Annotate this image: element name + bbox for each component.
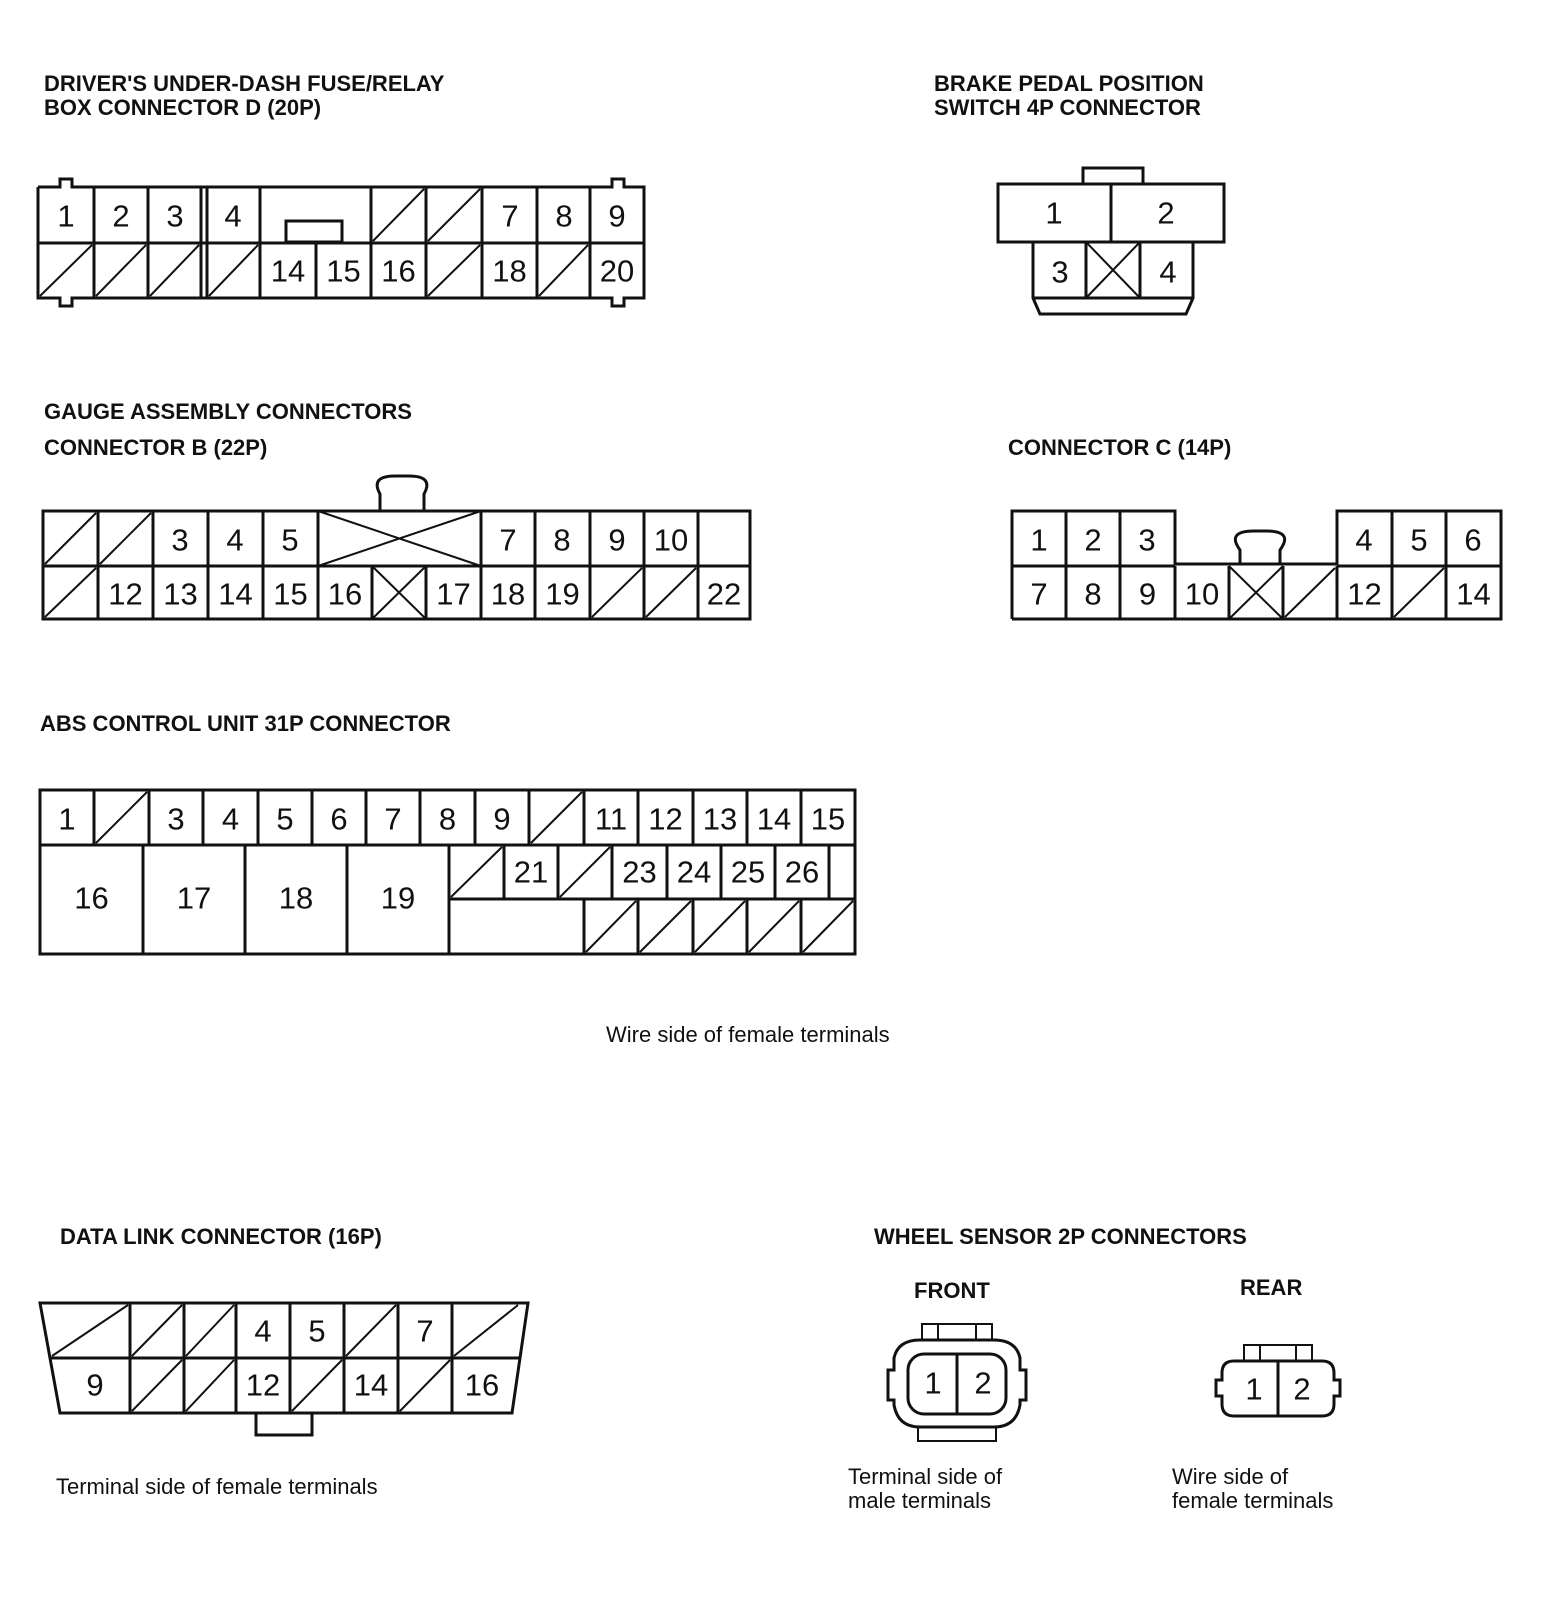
unused-cavity-mark (45, 513, 96, 564)
unused-cavity-mark (292, 1360, 342, 1411)
terminal-number: 5 (281, 522, 299, 558)
terminal-number: 5 (1410, 522, 1428, 558)
terminal-number: 14 (756, 801, 792, 837)
terminal-number: 18 (492, 253, 527, 289)
unused-cavity-mark (428, 245, 480, 296)
terminal-number: 9 (1138, 576, 1157, 612)
unused-cavity-mark (640, 901, 691, 952)
terminal-number: 17 (176, 880, 212, 916)
terminal-number: 9 (86, 1367, 104, 1403)
unused-cavity-mark (52, 1305, 128, 1356)
terminal-number: 2 (1084, 522, 1102, 558)
terminal-number: 10 (653, 522, 689, 558)
fuse-box-heading-line1: DRIVER'S UNDER-DASH FUSE/RELAY (44, 71, 445, 96)
unused-cavity-mark (45, 568, 96, 617)
terminal-number: 15 (273, 576, 308, 612)
terminal-number: 11 (594, 801, 628, 837)
terminal-number: 2 (974, 1365, 992, 1401)
unused-cavity-mark (539, 245, 588, 296)
gauge-b-heading: CONNECTOR B (22P) (44, 435, 268, 460)
unused-cavity-mark (1394, 568, 1444, 617)
front-note-line1: Terminal side of (848, 1464, 1003, 1489)
terminal-number: 4 (254, 1313, 272, 1349)
terminal-number: 8 (1084, 576, 1102, 612)
terminal-number: 25 (730, 854, 766, 890)
terminal-number: 4 (1159, 254, 1177, 290)
terminal-number: 17 (436, 576, 471, 612)
unused-cavity-mark (646, 568, 696, 617)
terminal-number: 14 (270, 253, 306, 289)
gauge-connector-c (1012, 511, 1501, 619)
terminal-number: 7 (384, 801, 402, 837)
unused-cavity-mark (428, 189, 480, 241)
unused-cavity-mark (132, 1360, 182, 1411)
terminal-number: 15 (326, 253, 361, 289)
terminal-number: 2 (1157, 195, 1175, 231)
terminal-number: 1 (924, 1365, 942, 1401)
terminal-number: 10 (1184, 576, 1220, 612)
terminal-number: 7 (501, 198, 519, 234)
front-heading: FRONT (914, 1278, 990, 1303)
brake-heading-line2: SWITCH 4P CONNECTOR (934, 95, 1201, 120)
fuse-box-connector-d (38, 179, 644, 306)
dlc-note: Terminal side of female terminals (56, 1474, 378, 1499)
unused-cavity-mark (150, 245, 199, 296)
terminal-number: 14 (353, 1367, 389, 1403)
terminal-number: 18 (490, 576, 526, 612)
unused-cavity-mark (96, 792, 147, 843)
unused-cavity-mark (186, 1305, 234, 1356)
gauge-c-heading: CONNECTOR C (14P) (1008, 435, 1232, 460)
terminal-number: 1 (1030, 522, 1048, 558)
terminal-number: 3 (1138, 522, 1156, 558)
unused-cavity-mark (346, 1305, 396, 1356)
terminal-number: 6 (330, 801, 348, 837)
terminal-number: 21 (513, 854, 549, 890)
wheel-sensor-front-connector (888, 1324, 1026, 1441)
wire-side-note: Wire side of female terminals (606, 1022, 890, 1047)
terminal-number: 3 (167, 801, 185, 837)
terminal-number: 19 (380, 880, 416, 916)
terminal-number: 13 (163, 576, 198, 612)
unused-cavity-mark (451, 847, 502, 897)
unused-cavity-mark (1285, 568, 1335, 617)
terminal-number: 1 (1045, 195, 1063, 231)
wheel-sensor-rear-connector (1216, 1345, 1340, 1416)
terminal-number: 9 (493, 801, 511, 837)
terminal-number: 14 (218, 576, 253, 612)
terminal-number: 13 (702, 801, 738, 837)
unused-cavity-mark (209, 245, 258, 296)
terminal-number: 18 (278, 880, 314, 916)
terminal-number: 16 (464, 1367, 500, 1403)
unused-cavity-mark (531, 792, 582, 843)
brake-heading-line1: BRAKE PEDAL POSITION (934, 71, 1204, 96)
terminal-number: 12 (245, 1367, 281, 1403)
gauge-heading: GAUGE ASSEMBLY CONNECTORS (44, 399, 412, 424)
unused-cavity-mark (803, 901, 853, 952)
terminal-number: 4 (224, 198, 242, 234)
terminal-number: 16 (327, 576, 363, 612)
terminal-number: 3 (166, 198, 184, 234)
unused-cavity-mark (186, 1360, 234, 1411)
terminal-number: 8 (553, 522, 571, 558)
terminal-number: 14 (1456, 576, 1491, 612)
terminal-number: 1 (1245, 1371, 1263, 1407)
unused-cavity-mark (40, 245, 92, 296)
unused-cavity-mark (373, 189, 424, 241)
terminal-number: 4 (221, 801, 240, 837)
fuse-box-heading-line2: BOX CONNECTOR D (20P) (44, 95, 322, 120)
unused-cavity-mark (400, 1360, 450, 1411)
unused-cavity-mark (132, 1305, 182, 1356)
terminal-number: 4 (226, 522, 244, 558)
terminal-number: 16 (381, 253, 416, 289)
terminal-number: 12 (1347, 576, 1382, 612)
terminal-number: 9 (608, 198, 626, 234)
terminal-number: 7 (1030, 576, 1048, 612)
terminal-number: 5 (308, 1313, 326, 1349)
terminal-number: 22 (706, 576, 742, 612)
unused-cavity-mark (586, 901, 636, 952)
dlc-heading: DATA LINK CONNECTOR (16P) (60, 1224, 382, 1249)
unused-cavity-mark (560, 847, 610, 897)
terminal-number: 1 (57, 198, 75, 234)
brake-switch-connector (998, 168, 1224, 314)
terminal-number: 2 (112, 198, 130, 234)
abs-heading: ABS CONTROL UNIT 31P CONNECTOR (40, 711, 451, 736)
front-note-line2: male terminals (848, 1488, 992, 1513)
terminal-number: 5 (276, 801, 294, 837)
rear-note-line1: Wire side of (1172, 1464, 1289, 1489)
terminal-number: 26 (784, 854, 820, 890)
terminal-number: 3 (1051, 254, 1069, 290)
terminal-number: 20 (599, 253, 635, 289)
terminal-number: 24 (676, 854, 712, 890)
data-link-connector (40, 1303, 528, 1435)
terminal-number: 12 (108, 576, 143, 612)
abs-control-unit-connector (40, 790, 855, 954)
terminal-number: 15 (810, 801, 846, 837)
terminal-number: 16 (74, 880, 109, 916)
terminal-number: 9 (608, 522, 626, 558)
unused-cavity-mark (96, 245, 146, 296)
terminal-number: 2 (1293, 1371, 1311, 1407)
unused-cavity-mark (592, 568, 642, 617)
unused-cavity-mark (695, 901, 745, 952)
terminal-number: 23 (622, 854, 657, 890)
terminal-number: 4 (1355, 522, 1373, 558)
terminal-number: 1 (58, 801, 76, 837)
terminal-number: 19 (545, 576, 580, 612)
gauge-connector-b (43, 476, 750, 619)
terminal-number: 12 (648, 801, 683, 837)
terminal-number: 6 (1464, 522, 1482, 558)
rear-heading: REAR (1240, 1275, 1303, 1300)
unused-cavity-mark (454, 1305, 518, 1356)
terminal-number: 7 (499, 522, 517, 558)
unused-cavity-mark (749, 901, 799, 952)
terminal-number: 8 (555, 198, 573, 234)
terminal-number: 7 (416, 1313, 434, 1349)
terminal-number: 8 (438, 801, 457, 837)
rear-note-line2: female terminals (1172, 1488, 1334, 1513)
unused-cavity-mark (100, 513, 151, 564)
wheel-heading: WHEEL SENSOR 2P CONNECTORS (874, 1224, 1247, 1249)
terminal-number: 3 (171, 522, 189, 558)
